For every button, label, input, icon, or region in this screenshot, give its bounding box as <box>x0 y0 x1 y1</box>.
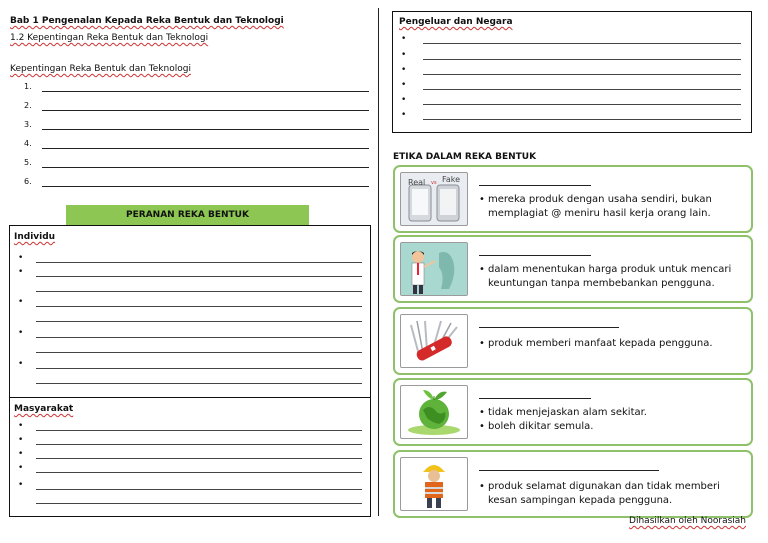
vs-label: vs <box>431 180 437 186</box>
pengeluar-title: Pengeluar dan Negara <box>399 17 513 27</box>
section-title: 1.2 Kepentingan Reka Bentuk dan Teknologi <box>10 33 209 43</box>
masyarakat-line: • <box>18 450 362 462</box>
line-number: 2. <box>24 101 32 110</box>
pengeluar-line: • <box>401 35 741 47</box>
masyarakat-line: • <box>18 422 362 434</box>
pengeluar-line: • <box>401 66 741 78</box>
numbered-line <box>24 139 369 151</box>
etika-text: mereka produk dengan usaha sendiri, bukan <box>488 194 712 205</box>
etika-text: memplagiat @ meniru hasil kerja orang lain. <box>488 208 711 219</box>
etika-card-1: Real vs Fake • mereka produk dengan usaha sendiri, bukan memplagiat @ meniru hasil kerja orang lain. <box>393 165 753 233</box>
etika-text: produk memberi manfaat kepada pengguna. <box>488 338 713 349</box>
etika-card-4: • tidak menjejaskan alam sekitar. • boleh dikitar semula. <box>393 378 753 446</box>
masyarakat-line: • <box>18 436 362 448</box>
line-number: 6. <box>24 177 32 186</box>
individu-box <box>9 225 371 399</box>
etika-card-5: • produk selamat digunakan dan tidak memberi kesan sampingan kepada pengguna. <box>393 450 753 518</box>
masyarakat-line: • <box>18 481 362 493</box>
safety-worker-image <box>400 457 468 511</box>
masyarakat-box <box>9 397 371 517</box>
numbered-line <box>24 101 369 113</box>
subheading: Kepentingan Reka Bentuk dan Teknologi <box>10 64 191 74</box>
etika-text: dalam menentukan harga produk untuk mencari <box>488 264 732 275</box>
line-number: 5. <box>24 158 32 167</box>
masyarakat-title: Masyarakat <box>14 404 74 414</box>
individu-line: • <box>18 254 362 266</box>
pengeluar-line: • <box>401 81 741 93</box>
etika-title: ETIKA DALAM REKA BENTUK <box>393 152 537 162</box>
real-vs-fake-image <box>400 172 468 226</box>
etika-text: tidak menjejaskan alam sekitar. <box>488 407 647 418</box>
masyarakat-line: • <box>18 464 362 476</box>
presenter-image <box>400 242 468 296</box>
chapter-title: Bab 1 Pengenalan Kepada Reka Bentuk dan Teknologi <box>10 16 284 26</box>
pengeluar-line: • <box>401 51 741 63</box>
etika-card-2: • dalam menentukan harga produk untuk mencari keuntungan tanpa membebankan pengguna. <box>393 235 753 303</box>
multitool-image <box>400 314 468 368</box>
fake-label: Fake <box>442 175 461 184</box>
etika-text: kesan sampingan kepada pengguna. <box>488 495 673 506</box>
line-number: 1. <box>24 82 32 91</box>
numbered-line <box>24 82 369 94</box>
individu-line: • <box>18 329 362 341</box>
etika-text: produk selamat digunakan dan tidak memberi <box>488 481 720 492</box>
real-label: Real <box>408 178 426 187</box>
numbered-line <box>24 177 369 189</box>
line-number: 3. <box>24 120 32 129</box>
pengeluar-line: • <box>401 96 741 108</box>
individu-line: • <box>18 268 362 280</box>
numbered-line <box>24 158 369 170</box>
pengeluar-line: • <box>401 111 741 123</box>
line-number: 4. <box>24 139 32 148</box>
pengeluar-box <box>392 11 752 133</box>
individu-line: • <box>18 298 362 310</box>
peranan-banner: PERANAN REKA BENTUK <box>66 205 309 225</box>
column-divider <box>378 8 379 516</box>
etika-text: boleh dikitar semula. <box>488 421 594 432</box>
numbered-line <box>24 120 369 132</box>
etika-text: keuntungan tanpa membebankan pengguna. <box>488 278 715 289</box>
etika-card-3: • produk memberi manfaat kepada pengguna. <box>393 307 753 375</box>
individu-line: • <box>18 360 362 372</box>
green-earth-image <box>400 385 468 439</box>
individu-title: Individu <box>14 232 56 242</box>
footer-credit: Dihasilkan oleh Noorasiah <box>629 516 746 526</box>
